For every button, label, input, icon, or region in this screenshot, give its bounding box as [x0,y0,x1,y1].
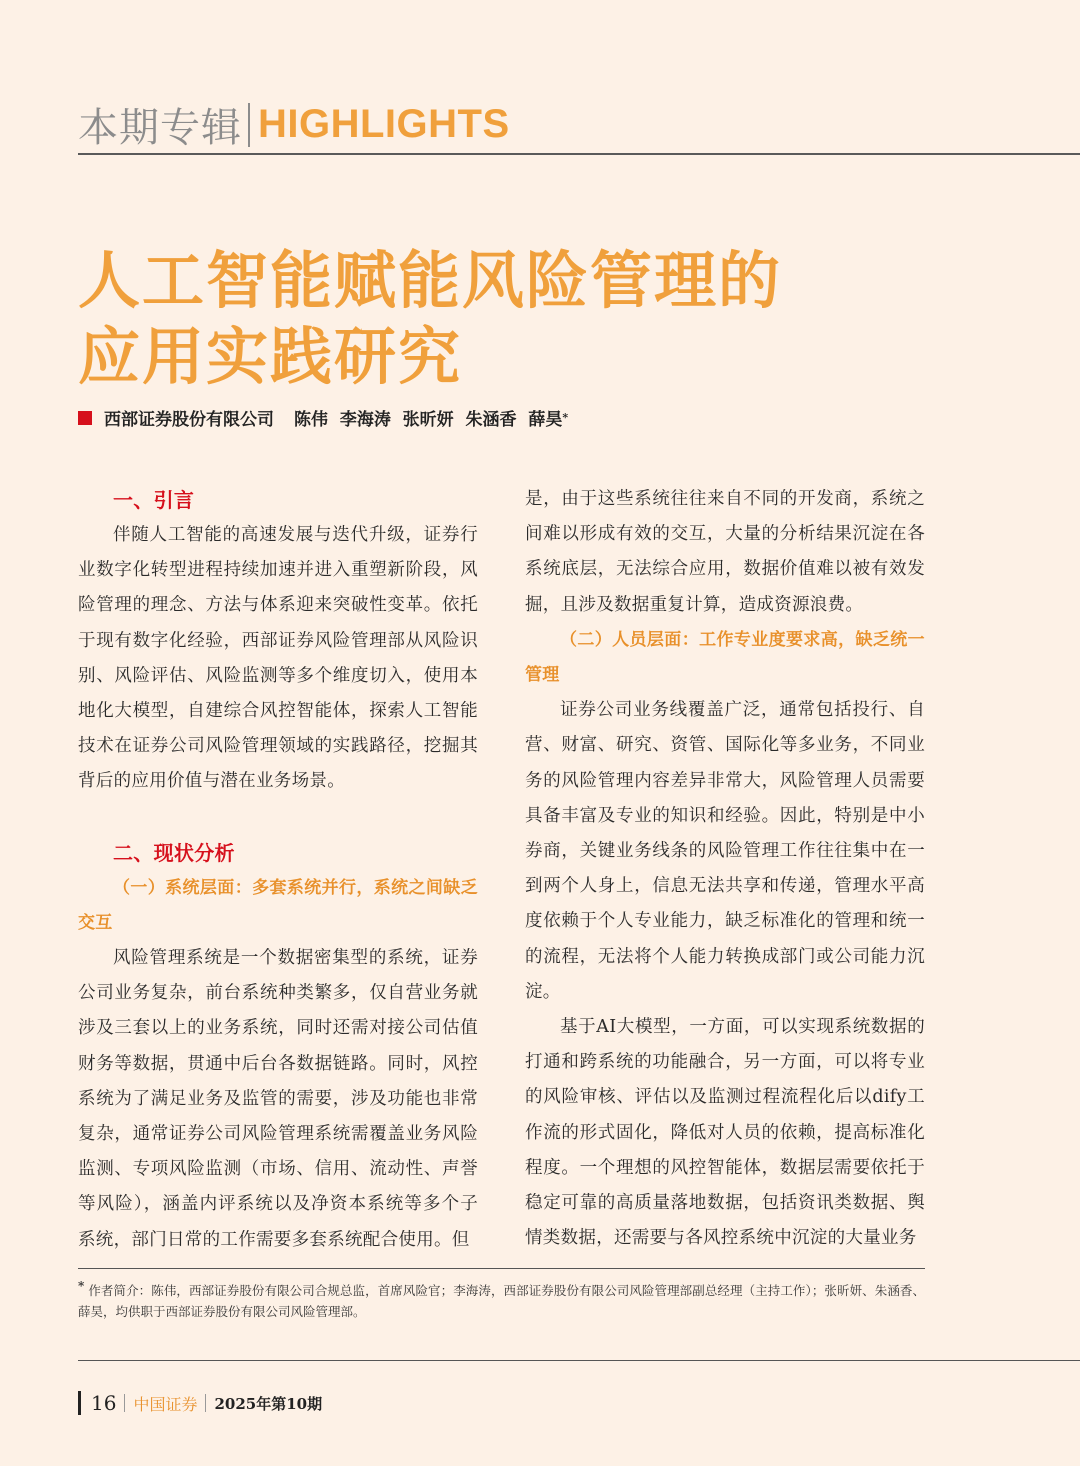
section-title-en: HIGHLIGHTS [258,102,510,146]
subheading-personnel: （二）人员层面：工作专业度要求高，缺乏统一管理 [525,629,925,686]
author-footnote [78,1276,925,1322]
page-footer-rule [78,1360,1080,1361]
issue-number: 2025年第10期 [214,1394,323,1413]
page-number: 16 [91,1391,117,1415]
section-heading-intro: 一、引言 [113,488,195,512]
footnote-rule [78,1268,925,1269]
intro-paragraph: 伴随人工智能的高速发展与迭代升级，证券行业数字化转型进程持续加速并进入重塑新阶段，风险管理的理念、方法与体系迎来突破性变革。依托于现有数字化经验，西部证券风险管理部从风险识别、风险评估、风险监测等多个维度切入，使用本地化大模型，自建综合风控智能体，探索人工智能技术在证券公司风险管理领域的实践路径，挖掘其背后的应用价值与潜在业务场景。 [78,525,478,792]
byline-footnote-mark: * [562,411,569,424]
section-title-cn: 本期专辑 [78,105,242,151]
ai-model-paragraph: 基于AI大模型，一方面，可以实现系统数据的打通和跨系统的功能融合，另一方面，可以将专业的风险审核、评估以及监测过程流程化后以dify工作流的形式固化，降低对人员的依赖，提高标准化程度。一个理想的风控智能体，数据层需要依托于稳定可靠的高质量落地数据，包括资讯类数据、舆情类数据，还需要与各风控系统中沉淀的大量业务 [525,1017,925,1249]
personnel-paragraph: 证券公司业务线覆盖广泛，通常包括投行、自营、财富、研究、资管、国际化等多业务，不同业务的风险管理内容差异非常大，风险管理人员需要具备丰富及专业的知识和经验。因此，特别是中小券商，关键业务线条的风险管理工作往往集中在一到两个人身上，信息无法共享和传递，管理水平高度依赖于个人专业能力，缺乏标准化的管理和统一的流程，无法将个人能力转换成部门或公司能力沉淀。 [525,700,925,1002]
right-column [525,482,925,1256]
byline [78,405,568,430]
magazine-name: 中国证券 [133,1394,198,1414]
footnote-mark: * [78,1279,85,1293]
article-title-line2: 应用实践研究 [78,320,463,393]
header-rule [78,153,1080,155]
system-paragraph: 风险管理系统是一个数据密集型的系统，证券公司业务复杂，前台系统种类繁多，仅自营业务就涉及三套以上的业务系统，同时还需对接公司估值财务等数据，贯通中后台各数据链路。同时，风控系统为了满足业务及监管的需要，涉及功能也非常复杂，通常证券公司风险管理系统需覆盖业务风险监测、专项风险监测（市场、信用、流动性、声誉等风险），涵盖内评系统以及净资本系统等多个子系统，部门日常的工作需要多套系统配合使用。但 [78,948,478,1250]
footer-divider [124,1394,125,1412]
section-spacer [78,800,478,835]
footer-bar [78,1391,81,1415]
section-heading-status: 二、现状分析 [113,840,235,865]
article-title [78,243,978,395]
byline-org: 西部证券股份有限公司 [104,410,274,430]
subheading-system: （一）系统层面：多套系统并行，系统之间缺乏交互 [78,877,478,933]
byline-authors: 陈伟 李海涛 张昕妍 朱涵香 薛昊 [294,410,563,430]
footnote-text: 作者简介：陈伟，西部证券股份有限公司合规总监，首席风险官；李海涛，西部证券股份有限公司风险管理部副总经理（主持工作）；张昕妍、朱涵香、薛昊，均供职于西部证券股份有限公司风险管理部。 [78,1283,925,1320]
section-header [78,96,510,153]
left-column [78,482,478,1258]
page-footer [78,1391,322,1415]
system-paragraph-continued: 是，由于这些系统往往来自不同的开发商，系统之间难以形成有效的交互，大量的分析结果沉淀在各系统底层，无法综合应用，数据价值难以被有效发掘，且涉及数据重复计算，造成资源浪费。 [525,489,925,615]
footer-divider [205,1394,206,1412]
article-title-line1: 人工智能赋能风险管理的 [78,244,783,317]
header-divider [248,103,250,147]
red-square-icon [78,411,92,425]
